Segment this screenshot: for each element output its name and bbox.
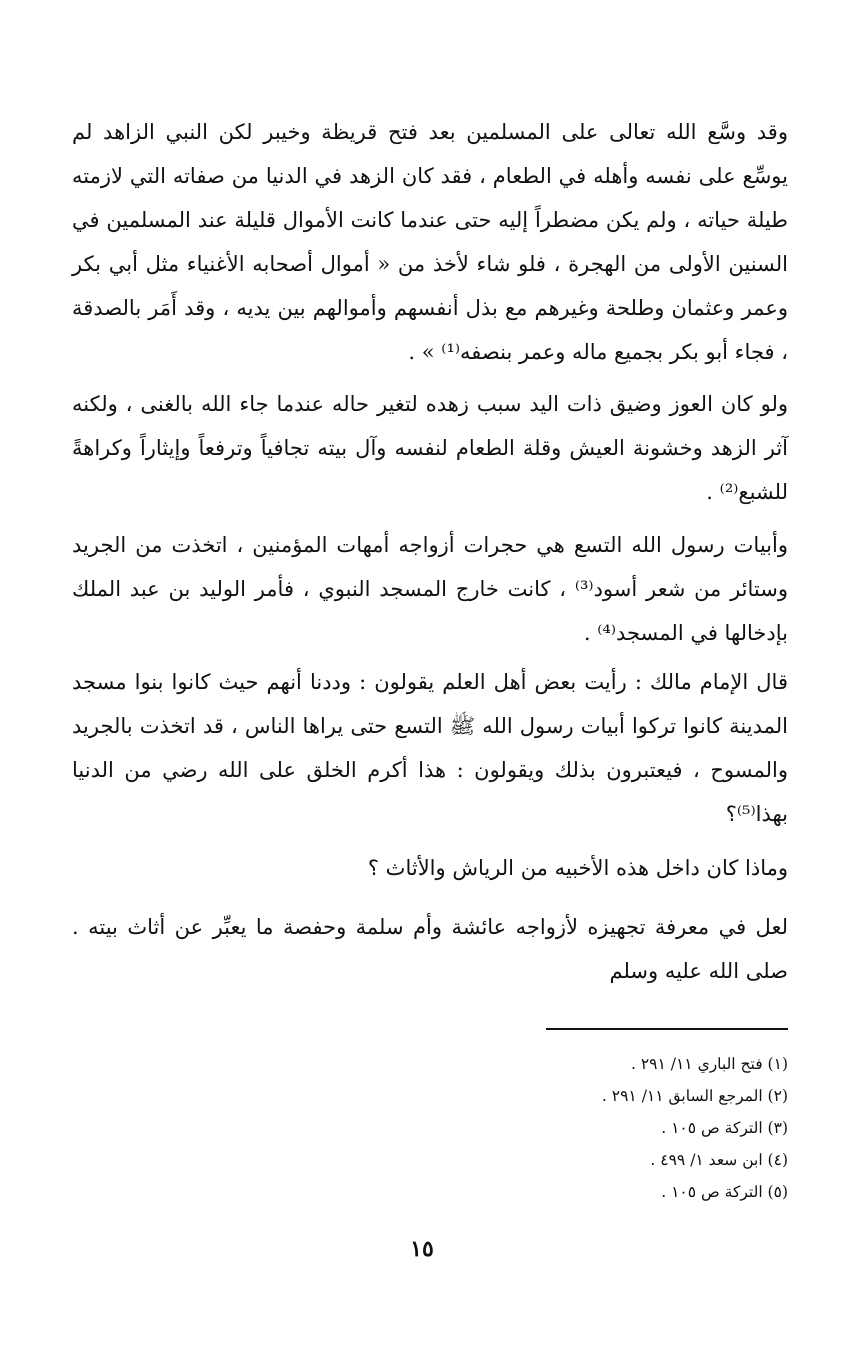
page-number: ١٥ [410,1236,434,1262]
footnotes-list [400,1048,788,1208]
paragraph-zuhd-in-food: وقد وسَّع الله تعالى على المسلمين بعد فتح قريظة وخيبر لكن النبي الزاهد لم يوسِّع على نفسه وأهله في الطعام ، فقد كان الزهد في الدنيا من صفاته التي لازمته طيلة حياته ، ولم يكن مضطراً إليه حتى عندما كانت الأموال قليلة عند المسلمين في السنين الأولى من الهجرة ، فلو شاء لأخذ من « أموال أصحابه الأغنياء مثل أبي بكر وعمر وعثمان وطلحة وغيرهم مع بذل أنفسهم وأموالهم بين يديه ، وقد أَمَر بالصدقة ، فجاء أبو بكر بجميع ماله وعمر بنصفه⁽¹⁾ » . [72,120,788,364]
paragraph-nine-houses: وأبيات رسول الله التسع هي حجرات أزواجه أمهات المؤمنين ، اتخذت من الجريد وستائر من شعر أسود⁽³⁾ ، كانت خارج المسجد النبوي ، فأمر الوليد بن عبد الملك بإدخالها في المسجد⁽⁴⁾ . [72,533,788,645]
paragraph-wives-furnishing: لعل في معرفة تجهيزه لأزواجه عائشة وأم سلمة وحفصة ما يعبِّر عن أثاث بيته . صلى الله عليه وسلم [72,915,788,983]
footnote-item: (٣) التركة ص ١٠٥ . [661,1119,788,1137]
paragraph-choice-of-austerity: ولو كان العوز وضيق ذات اليد سبب زهده لتغير حاله عندما جاء الله بالغنى ، ولكنه آثر الزهد وخشونة العيش وقلة الطعام لنفسه وآل بيته تجافياً وترفعاً وإيثاراً وكراهةً للشبع⁽²⁾ . [72,392,788,504]
footnote-item: (٥) التركة ص ١٠٥ . [661,1183,788,1201]
footnote-divider [546,1028,788,1030]
paragraph-imam-malik-quote: قال الإمام مالك : رأيت بعض أهل العلم يقولون : وددنا أنهم حيث كانوا بنوا مسجد المدينة كانوا تركوا أبيات رسول الله ﷺ التسع حتى يراها الناس ، قد اتخذت بالجريد والمسوح ، فيعتبرون بذلك ويقولون : هذا أكرم الخلق على الله رضي من الدنيا بهذا⁽⁵⁾؟ [72,670,788,826]
footnote-item: (٢) المرجع السابق ١١/ ٢٩١ . [601,1087,788,1105]
paragraph-question-furnishings: وماذا كان داخل هذه الأخبيه من الرياش والأثاث ؟ [367,856,788,880]
footnote-item: (١) فتح الباري ١١/ ٢٩١ . [630,1055,788,1073]
footnote-item: (٤) ابن سعد ١/ ٤٩٩ . [650,1151,788,1169]
